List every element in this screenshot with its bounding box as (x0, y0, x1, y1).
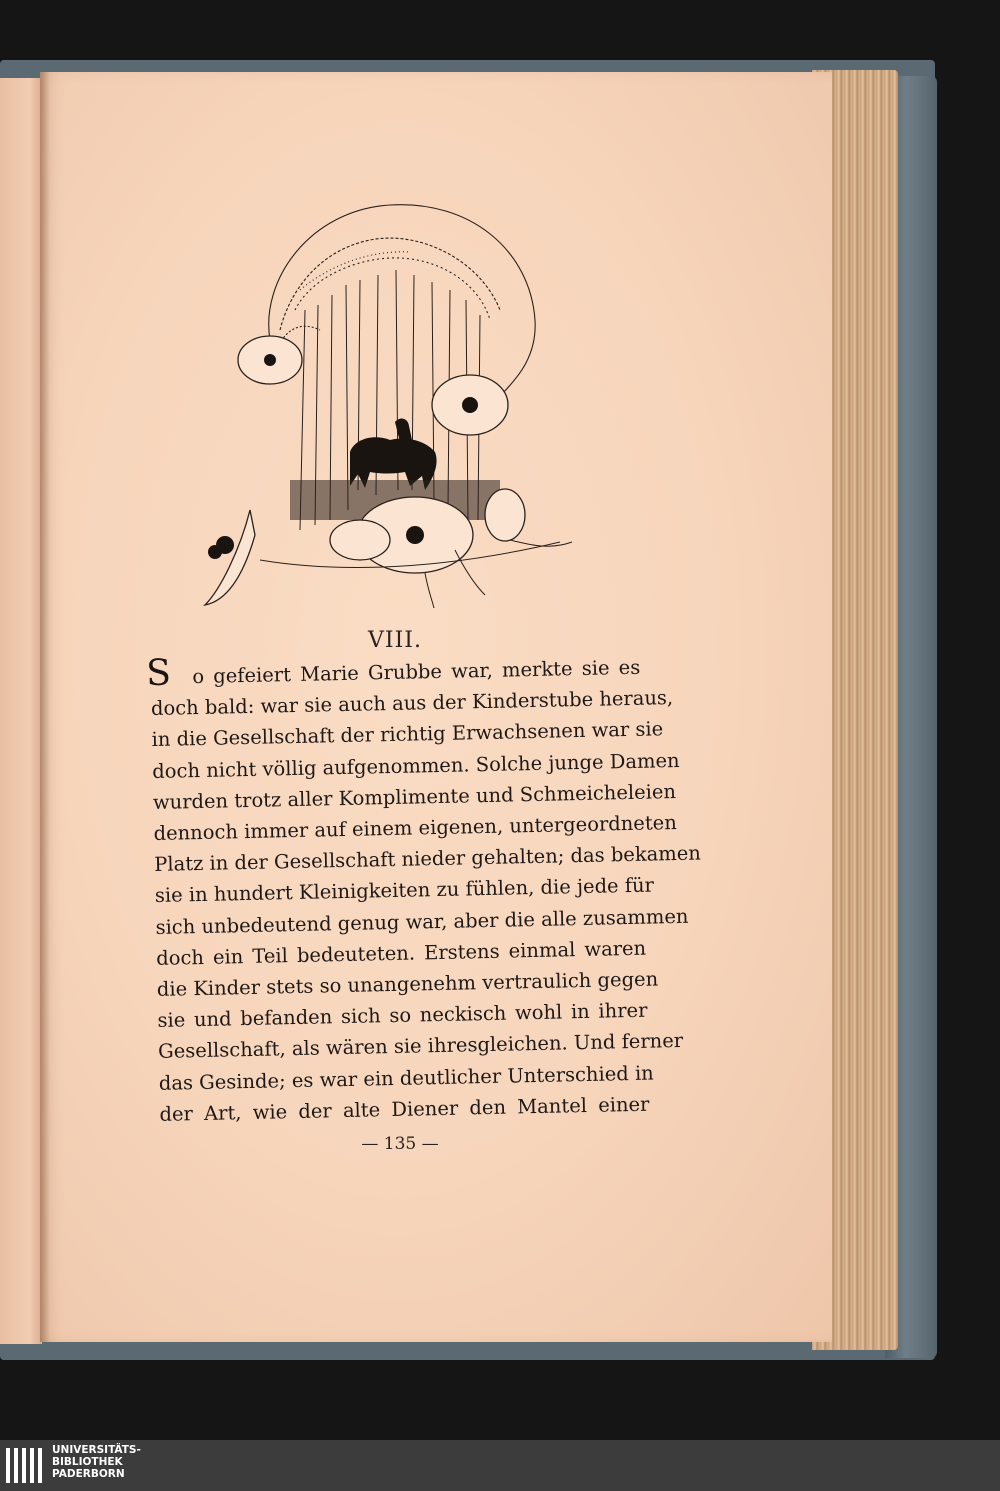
drop-initial: S (145, 652, 172, 695)
library-name-line: BIBLIOTHEK (52, 1456, 123, 1468)
library-name (52, 1444, 141, 1480)
library-logo-icon (4, 1444, 48, 1487)
text-line: die Kinder stets so unangenehm vertraulich gegen (156, 967, 659, 1001)
text-line: der Art, wie der alte Diener den Mantel einer (159, 1092, 650, 1126)
page-number: — 135 — (361, 1134, 439, 1154)
text-line: sie und befanden sich so neckisch wohl in ihrer (157, 998, 648, 1033)
text-line: doch ein Teil bedeuteten. Erstens einmal waren (155, 936, 647, 970)
text-line: sie in hundert Kleinigkeiten zu fühlen, die jede für (154, 873, 655, 908)
text-line: Gesellschaft, als wären sie ihresgleichen. Und ferner (157, 1029, 684, 1064)
library-name-line: UNIVERSITÄTS- (52, 1444, 141, 1456)
left-page-edge (0, 78, 42, 1344)
text-line: wurden trotz aller Komplimente und Schmeicheleien (152, 779, 677, 814)
text-line: sich unbedeutend genug war, aber die alle zusammen (155, 904, 689, 939)
text-line: doch nicht völlig aufgenommen. Solche junge Damen (152, 748, 680, 783)
text-line: Platz in der Gesellschaft nieder gehalten; das bekamen (154, 841, 702, 877)
library-footer-bar (0, 1440, 1000, 1491)
library-name-line: PADERBORN (52, 1468, 125, 1480)
forest-rider-illustration-icon (200, 190, 580, 620)
chapter-heading: VIII. (368, 628, 422, 653)
text-line: in die Gesellschaft der richtig Erwachsenen war sie (151, 717, 664, 752)
text-line: das Gesinde; es war ein deutlicher Unterschied in (158, 1061, 654, 1095)
body-text (145, 652, 702, 1130)
text-line: doch bald: war sie auch aus der Kinderstube heraus, (150, 686, 674, 721)
text-line: o gefeiert Marie Grubbe war, merkte sie es (192, 655, 641, 689)
page-gutter-shadow (40, 72, 50, 1342)
text-line: dennoch immer auf einem eigenen, untergeordneten (153, 811, 677, 845)
